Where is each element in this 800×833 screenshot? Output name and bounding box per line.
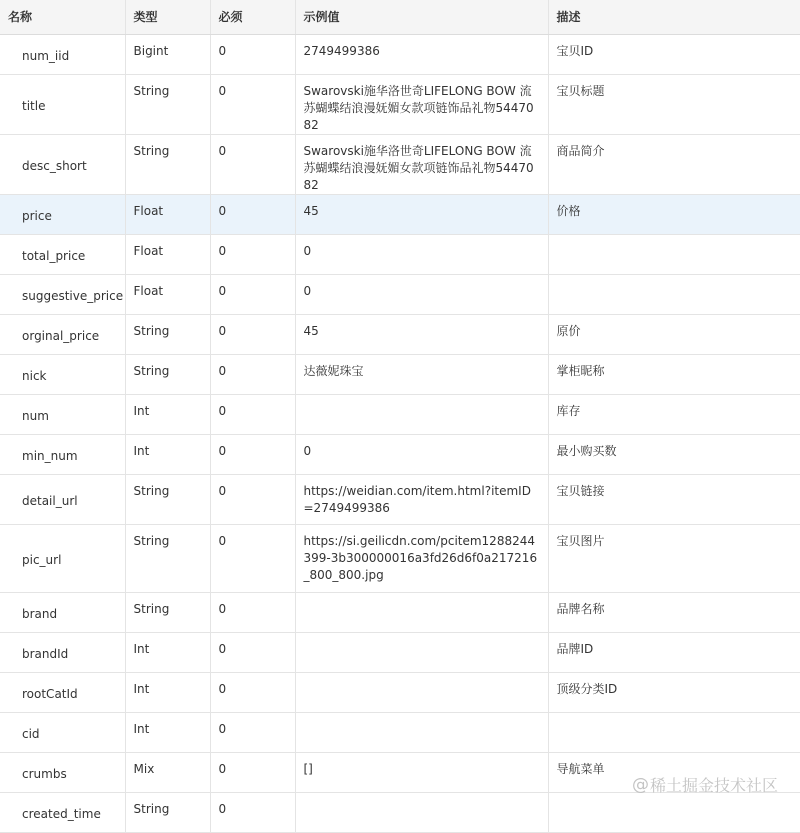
field-example (295, 394, 548, 434)
field-required: 0 (210, 74, 295, 134)
table-row (0, 274, 800, 314)
field-example: 0 (295, 434, 548, 474)
field-required: 0 (210, 632, 295, 672)
table-row (0, 524, 800, 592)
field-required: 0 (210, 194, 295, 234)
field-name-cell (0, 672, 125, 712)
table-row (0, 474, 800, 524)
table-row (0, 394, 800, 434)
field-name-cell (0, 234, 125, 274)
field-type: Int (125, 434, 210, 474)
field-example: 0 (295, 234, 548, 274)
field-description: 最小购买数 (548, 434, 800, 474)
table-row-highlighted (0, 194, 800, 234)
field-required: 0 (210, 314, 295, 354)
field-example: Swarovski施华洛世奇LIFELONG BOW 流苏蝴蝶结浪漫妩媚女款项链饰品礼物5447082 (295, 74, 548, 134)
field-required: 0 (210, 524, 295, 592)
field-name: brandId (22, 646, 69, 661)
field-type: Float (125, 274, 210, 314)
field-name-cell (0, 434, 125, 474)
field-required: 0 (210, 712, 295, 752)
field-name: suggestive_price (22, 288, 124, 303)
table-body (0, 34, 800, 832)
field-description (548, 234, 800, 274)
field-example: https://weidian.com/item.html?itemID=2749499386 (295, 474, 548, 524)
table-row (0, 434, 800, 474)
field-name: total_price (22, 248, 86, 263)
field-example: 达薇妮珠宝 (295, 354, 548, 394)
field-example (295, 632, 548, 672)
field-required: 0 (210, 752, 295, 792)
field-name-cell (0, 524, 125, 592)
field-description: 顶级分类ID (548, 672, 800, 712)
field-description: 库存 (548, 394, 800, 434)
field-description (548, 712, 800, 752)
juejin-watermark (632, 773, 778, 796)
field-name-cell (0, 394, 125, 434)
field-required: 0 (210, 134, 295, 194)
field-description: 宝贝标题 (548, 74, 800, 134)
field-name-cell (0, 354, 125, 394)
field-required: 0 (210, 592, 295, 632)
field-description: 原价 (548, 314, 800, 354)
field-example (295, 672, 548, 712)
table-row (0, 792, 800, 832)
field-type: String (125, 524, 210, 592)
field-name: orginal_price (22, 328, 100, 343)
field-description: 导航菜单 (548, 752, 800, 792)
field-required: 0 (210, 34, 295, 74)
field-name-cell (0, 632, 125, 672)
field-example: 45 (295, 314, 548, 354)
field-name: cid (22, 726, 40, 741)
field-type: Mix (125, 752, 210, 792)
field-type: Int (125, 632, 210, 672)
field-required: 0 (210, 672, 295, 712)
field-example: 45 (295, 194, 548, 234)
field-required: 0 (210, 474, 295, 524)
watermark-text: 稀土掘金技术社区 (649, 776, 778, 795)
field-description: 商品简介 (548, 134, 800, 194)
header-name: 名称 (0, 0, 125, 34)
table-row (0, 234, 800, 274)
header-row (0, 0, 800, 34)
field-type: String (125, 474, 210, 524)
field-description: 价格 (548, 194, 800, 234)
field-type: Float (125, 234, 210, 274)
field-name-cell (0, 314, 125, 354)
field-name: rootCatId (22, 686, 78, 701)
field-required: 0 (210, 354, 295, 394)
field-name: detail_url (22, 493, 78, 508)
field-example: 0 (295, 274, 548, 314)
table-row (0, 632, 800, 672)
header-type: 类型 (125, 0, 210, 34)
field-name: num (22, 408, 49, 423)
table-row (0, 134, 800, 194)
header-required: 必须 (210, 0, 295, 34)
table-row (0, 34, 800, 74)
field-name-cell (0, 34, 125, 74)
field-name-cell (0, 712, 125, 752)
field-required: 0 (210, 434, 295, 474)
table-row (0, 314, 800, 354)
field-description: 宝贝图片 (548, 524, 800, 592)
field-example (295, 592, 548, 632)
field-description: 品牌名称 (548, 592, 800, 632)
field-type: Float (125, 194, 210, 234)
field-type: String (125, 354, 210, 394)
field-required: 0 (210, 274, 295, 314)
field-type: Int (125, 712, 210, 752)
field-type: Int (125, 672, 210, 712)
field-example: [] (295, 752, 548, 792)
table-row (0, 74, 800, 134)
field-name-cell (0, 274, 125, 314)
at-sign-icon: @ (631, 774, 649, 795)
field-name: min_num (22, 448, 78, 463)
field-description: 宝贝链接 (548, 474, 800, 524)
field-description: 品牌ID (548, 632, 800, 672)
table-header (0, 0, 800, 34)
field-description (548, 274, 800, 314)
field-description: 掌柜昵称 (548, 354, 800, 394)
table-row (0, 712, 800, 752)
field-name-cell (0, 792, 125, 832)
table-row (0, 592, 800, 632)
field-type: String (125, 314, 210, 354)
field-type: String (125, 134, 210, 194)
field-name: created_time (22, 806, 101, 821)
field-required: 0 (210, 792, 295, 832)
table-row (0, 672, 800, 712)
field-example: 2749499386 (295, 34, 548, 74)
field-name-cell (0, 194, 125, 234)
field-example (295, 712, 548, 752)
table-row (0, 354, 800, 394)
field-name: pic_url (22, 552, 62, 567)
field-name: nick (22, 368, 47, 383)
field-type: String (125, 74, 210, 134)
field-type: String (125, 792, 210, 832)
field-example: https://si.geilicdn.com/pcitem1288244399-3b300000016a3fd26d6f0a217216_800_800.jpg (295, 524, 548, 592)
field-name-cell (0, 474, 125, 524)
field-description (548, 792, 800, 832)
field-type: Bigint (125, 34, 210, 74)
field-name-cell (0, 134, 125, 194)
field-name: title (22, 98, 46, 113)
header-example: 示例值 (295, 0, 548, 34)
field-name-cell (0, 592, 125, 632)
field-name-cell (0, 752, 125, 792)
field-type: Int (125, 394, 210, 434)
field-required: 0 (210, 234, 295, 274)
field-name: crumbs (22, 766, 67, 781)
field-name: brand (22, 606, 58, 621)
field-example (295, 792, 548, 832)
field-required: 0 (210, 394, 295, 434)
field-name: num_iid (22, 48, 70, 63)
field-name: desc_short (22, 158, 87, 173)
header-description: 描述 (548, 0, 800, 34)
field-example: Swarovski施华洛世奇LIFELONG BOW 流苏蝴蝶结浪漫妩媚女款项链饰品礼物5447082 (295, 134, 548, 194)
field-name: price (22, 208, 52, 223)
field-description: 宝贝ID (548, 34, 800, 74)
field-name-cell (0, 74, 125, 134)
field-type: String (125, 592, 210, 632)
